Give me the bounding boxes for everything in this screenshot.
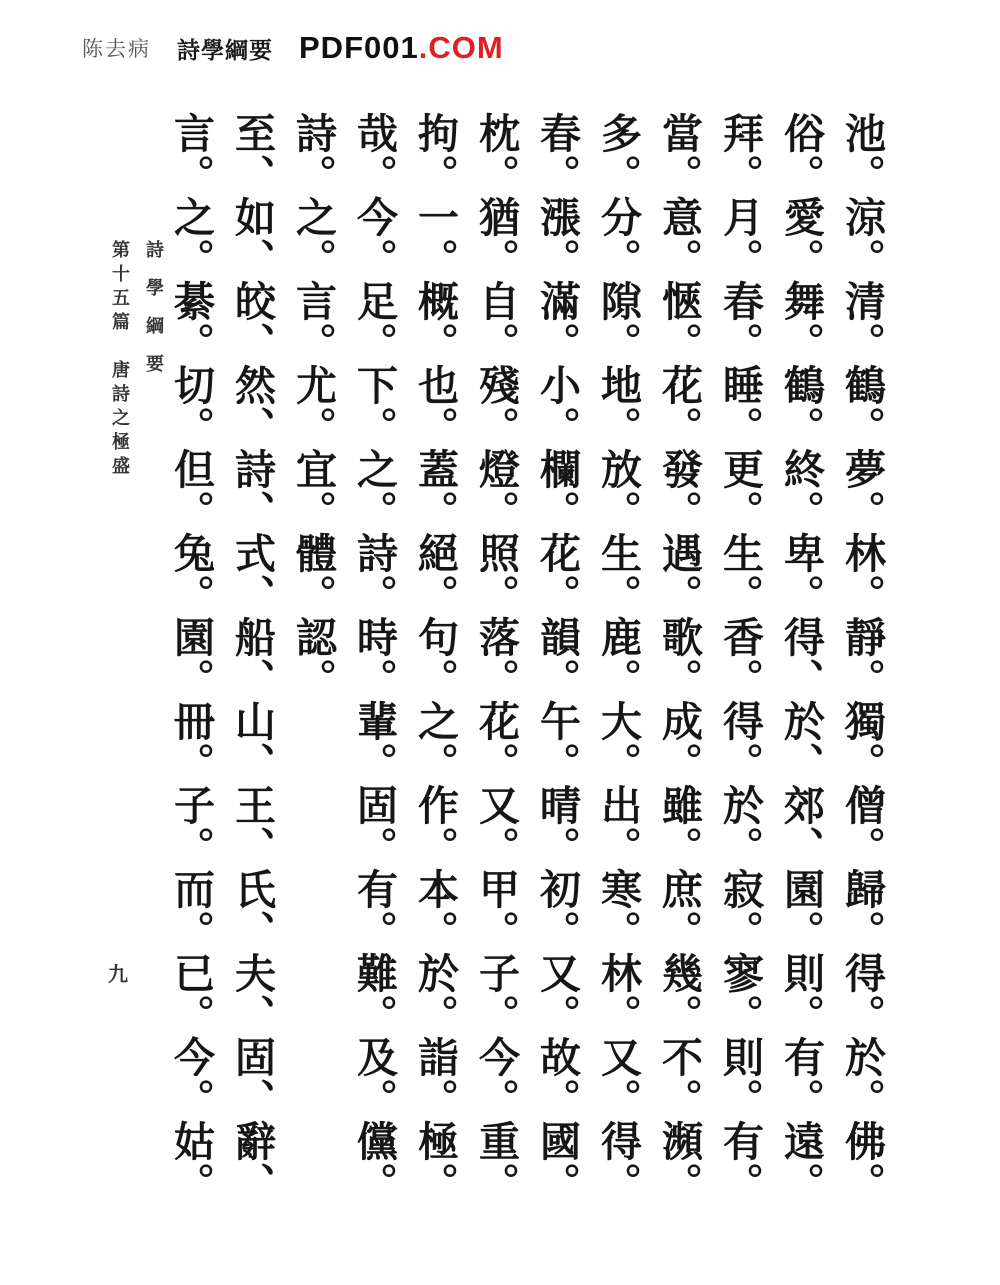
- author-name: 陈去病: [82, 37, 151, 61]
- text-column: 言。之。綦。切。但。兔。園。冊。子。而。已。今。姑。: [167, 112, 215, 1204]
- running-head-chapter: 第十五篇 唐詩之極盛: [109, 240, 130, 480]
- text-column: 多。分。隙。地。放。生。鹿。大。出。寒。林。又。得。: [594, 112, 642, 1204]
- text-column: 池。涼。清。鶴。夢。林。靜。獨。僧。歸。得。於。佛。: [838, 112, 886, 1204]
- page-header: [82, 28, 504, 68]
- running-head: [106, 240, 166, 480]
- watermark-main: PDF001: [299, 30, 419, 65]
- page-number: 九: [108, 962, 128, 986]
- text-column: 拘。一。概。也。蓋。絕。句。之。作。本。於。詣。極。: [411, 112, 459, 1204]
- text-column: 當。意。愜。花。發。遇。歌。成。雖。庶。幾。不。瀕。: [655, 112, 703, 1204]
- book-title: 詩學綱要: [177, 36, 273, 64]
- text-column: 枕。猶。自。殘。燈。照。落。花。又。甲。子。今。重。: [472, 112, 520, 1204]
- running-head-book: 詩學綱要: [143, 240, 164, 392]
- watermark: [299, 30, 504, 66]
- text-column: 哉。今。足。下。之。詩。時。輩。固。有。難。及。儻。: [350, 112, 398, 1204]
- text-column: 俗。愛。舞。鶴。終。卑。得、於、郊、園。則。有。遠。: [777, 112, 825, 1204]
- body-text: [160, 112, 892, 1222]
- text-column: 詩。之。言。尤。宜。體。認。: [289, 112, 337, 700]
- watermark-tld: .COM: [418, 30, 504, 65]
- text-column: 拜。月。春。睡。更。生。香。得。於。寂。寥。則。有。: [716, 112, 764, 1204]
- text-column: 至、如、皎、然、詩、式、船、山、王、氏、夫、固、辭、: [228, 112, 276, 1204]
- text-column: 春。漲。滿。小。欄。花。韻。午。晴。初。又。故。國。: [533, 112, 581, 1204]
